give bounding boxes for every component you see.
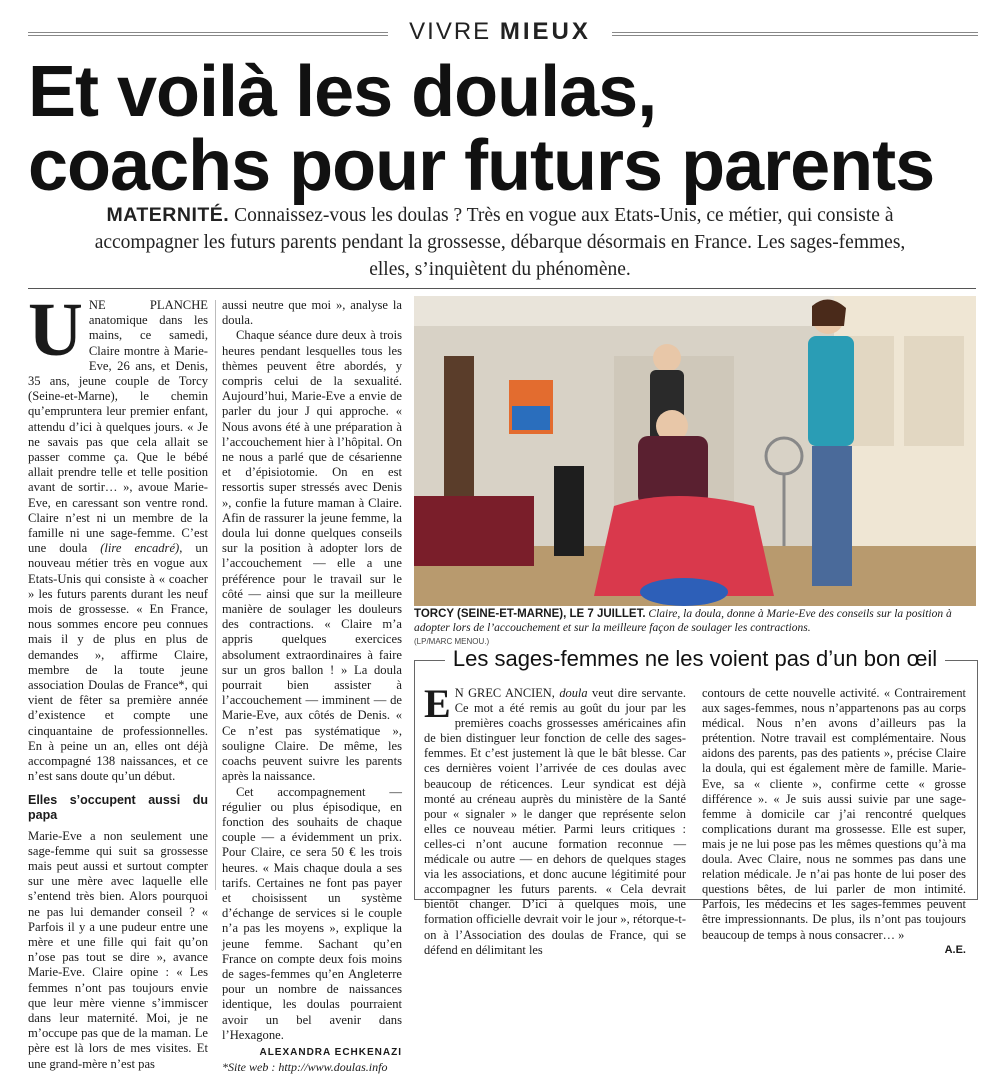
headline-line1: Et voilà les doulas, [28,52,657,132]
photo-caption-text: Claire, la doula, donne à Marie-Eve des conseils sur la position à adopter lors de l’accouchement et sur la meilleure façon de soulager les contractions. [414,608,952,634]
photo-caption [414,608,976,649]
photo-man-head [653,344,681,372]
column-divider [215,300,216,890]
article-paragraph-3: aussi neutre que moi », analyse la doula. [222,298,402,328]
photo-sofa [414,496,534,566]
sidebar-text-2: contours de cette nouvelle activité. « Contrairement aux sages-femmes, nous n’appartenons pas au corps médical. Nous n’en avons d’ailleurs pas la prétention. Notre travail est complémentaire. Nous aidons des parents, pas des patients », précise Claire la doula, qui est également mère de famille. Marie-Eve, sa « cliente », confirme cette « grosse différence ». « Je suis aussi suivie par une sage-femme à domicile car j’ai rencontré quelques complications durant ma grossesse. Elle est super, mais je ne lui pose pas les mêmes questions qu’à ma doula. Avec Claire, nous ne sommes pas dans une relation médicale. Je n’ai pas honte de lui poser des questions bêtes, de lui parler de mon intimité. Parfois, les médecins et les sages-femmes peuvent être impressionnants. De plus, ils n’ont pas toujours beaucoup de temps à nous consacrer… » [702,686,966,942]
top-divider [28,288,976,289]
article-paragraph-4: Chaque séance dure deux à trois heures pendant lesquelles tous les thèmes peuvent être abordés, y compris celui de la sexualité. Aujourd’hui, Marie-Eve a envie de parler du jour J qui approche. « Nous avons été à une préparation à l’accouchement hier à l’hôpital. On ne nous a parlé que de césarienne et d’épisiotomie. On en est ressortis super stressés avec Denis », confie la future maman à Claire. Afin de rassurer la jeune femme, la doula lui donne quelques conseils sur la position à adopter lors de l’accouchement — elle a une préférence pour le travail sur le côté — ainsi que sur la meilleure manière de soulager les douleurs des contractions. « Claire m’a appris quelques exercices absolument extraordinaires à faire sur un gros ballon ! » La doula pourrait bien assister à l’accouchement — imminent — de Marie-Eve, aux côtés de Denis. « Ce n’est pas systématique », souligne Claire. De même, les coachs peuvent suivre les parents après la naissance. [222,328,402,784]
sidebar-lead-italic: doula [554,686,588,700]
sidebar-dropcap: E [424,681,451,726]
article-photo [414,296,976,606]
photo-doula [808,336,854,446]
article-paragraph-1: anatomique dans les mains, ce samedi, Claire montre à Marie-Eve, 26 ans, et Denis, 35 ans, jeune couple de Torcy (Seine-et-Marne), le chemin qu’empruntera leur premier enfant, attendu d’ici à quelques jours. « Je ne savais pas que cela allait se passer comme ça. Que le bébé allait prendre telle et telle position avant de sortir… », avoue Marie-Eve, en caressant son ventre rond. Claire n’est ni un membre de la famille ni une sage-femme. C’est une doula [28,313,208,556]
article-footnote-site: *Site web : http://www.doulas.info [222,1060,388,1075]
photo-caption-location: TORCY (SEINE-ET-MARNE), LE 7 JUILLET. [414,608,646,620]
article-paragraph-1-end: , un nouveau métier très en vogue aux Etats-Unis qui consiste à « coacher » les futurs parents durant les neuf mois de grossesse. « En France, nous sommes encore peu connues mais il y de plus en plus de demandes », affirme Claire, membre de la toute jeune association Doulas de France*, qui vient de fêter sa première année d’existence et compte une cinquantaine de professionnelles. En à peine un an, elles ont déjà accompagné 138 naissances, et ce n’est sans doute qu’un début. [28,541,209,784]
article-byline: ALEXANDRA ECHKENAZI [259,1046,402,1058]
sidebar-box-title-wrap [414,646,976,672]
sidebar-text-1: veut dire servante. Ce mot a été remis au goût du jour par les premières coachs grossesses américaines afin de bien distinguer leur fonction de celle des sages-femmes. Et c’est justement là que le bât blesse. Car ces dernières voient l’arrivée de ces doulas avec beaucoup de réticences. Leur syndicat est déjà monté au créneau auprès du ministère de la Santé pour « signaler » le danger que représente selon elles ce nouveau métier. Parmi leurs critiques : celles-ci n’ont aucune formation reconnue — médicale ou autre — en dehors de quelques stages via les associations, et donc aucune légitimité pour accompagner les futurs parents. « Cela devrait bientôt changer. D’ici à quelques mois, une formation officielle devrait voir le jour », rétorque-t-on à l’Association des doulas de France, qui se défend en délimitant les [424,686,686,957]
photo-credit: (LP/MARC MENOU.) [414,637,490,646]
standfirst [80,202,920,283]
section-label-part1: VIVRE [409,18,492,45]
section-label [0,18,1000,46]
article-column-1 [28,288,209,1072]
article-paragraph-2: Marie-Eve a non seulement une sage-femme qui suit sa grossesse mais peut aussi et surtout compter sur une mère avec laquelle elle s’entend très bien. Alors pourquoi ne pas lui demander conseil ? « Parfois il y a une pudeur entre une mère et une fille qui fait qu’on n’ose pas tout se dire », avance Marie-Eve. Claire opine : « Les femmes n’ont pas toujours envie que leur mère vienne s’immiscer dans leur maternité. Moi, je ne m’occupe pas que de la maman. Le père est là lors de mes visites. Et une grand-mère n’est pas [28,828,208,1071]
sidebar-box-column-2 [702,686,966,958]
article-dropcap: U [28,288,83,372]
sidebar-lead-caps: N GREC ANCIEN, [454,686,555,700]
photo-bookshelf [444,356,474,506]
photo-illustration [414,296,976,606]
article-lead-caps: NE PLANCHE [88,298,208,312]
article-subhead: Elles s’occupent aussi du papa [28,792,208,822]
article-paragraph-5: Cet accompagnement — régulier ou plus épisodique, en fonction des souhaits de chaque couple — a évidemment un prix. Pour Claire, ce sera 50 € les trois heures. « Mais chaque doula a ses tarifs. Certaines ne font pas payer et choisissent un système d’échange de services si le couple n’a pas les moyens », explique la jeune femme. Sachant qu’en France on compte deux fois moins de sages-femmes qu’en Angleterre pour un nombre de naissances identique, les doulas pourraient avoir un bel avenir dans l’Hexagone. [222,784,402,1042]
article-paragraph-1-italic: (lire encadré) [87,541,180,556]
section-label-part2: MIEUX [499,18,591,45]
photo-jacket [554,466,584,556]
photo-exercise-ball [640,578,728,606]
article-column-2 [222,298,402,1075]
standfirst-kicker: MATERNITÉ. [106,204,230,226]
sidebar-initials: A.E. [944,943,966,956]
sidebar-box-title: Les sages-femmes ne les voient pas d’un bon œil [445,646,945,671]
sidebar-box-column-1 [424,681,686,958]
headline-line2: coachs pour futurs parents [28,126,935,206]
standfirst-text: Connaissez-vous les doulas ? Très en vogue aux Etats-Unis, ce métier, qui consiste à accompagner les futurs parents pendant la grossesse, débarque désormais en France. Les sages-femmes, elles, s’inquiètent du phénomène. [94,205,906,280]
